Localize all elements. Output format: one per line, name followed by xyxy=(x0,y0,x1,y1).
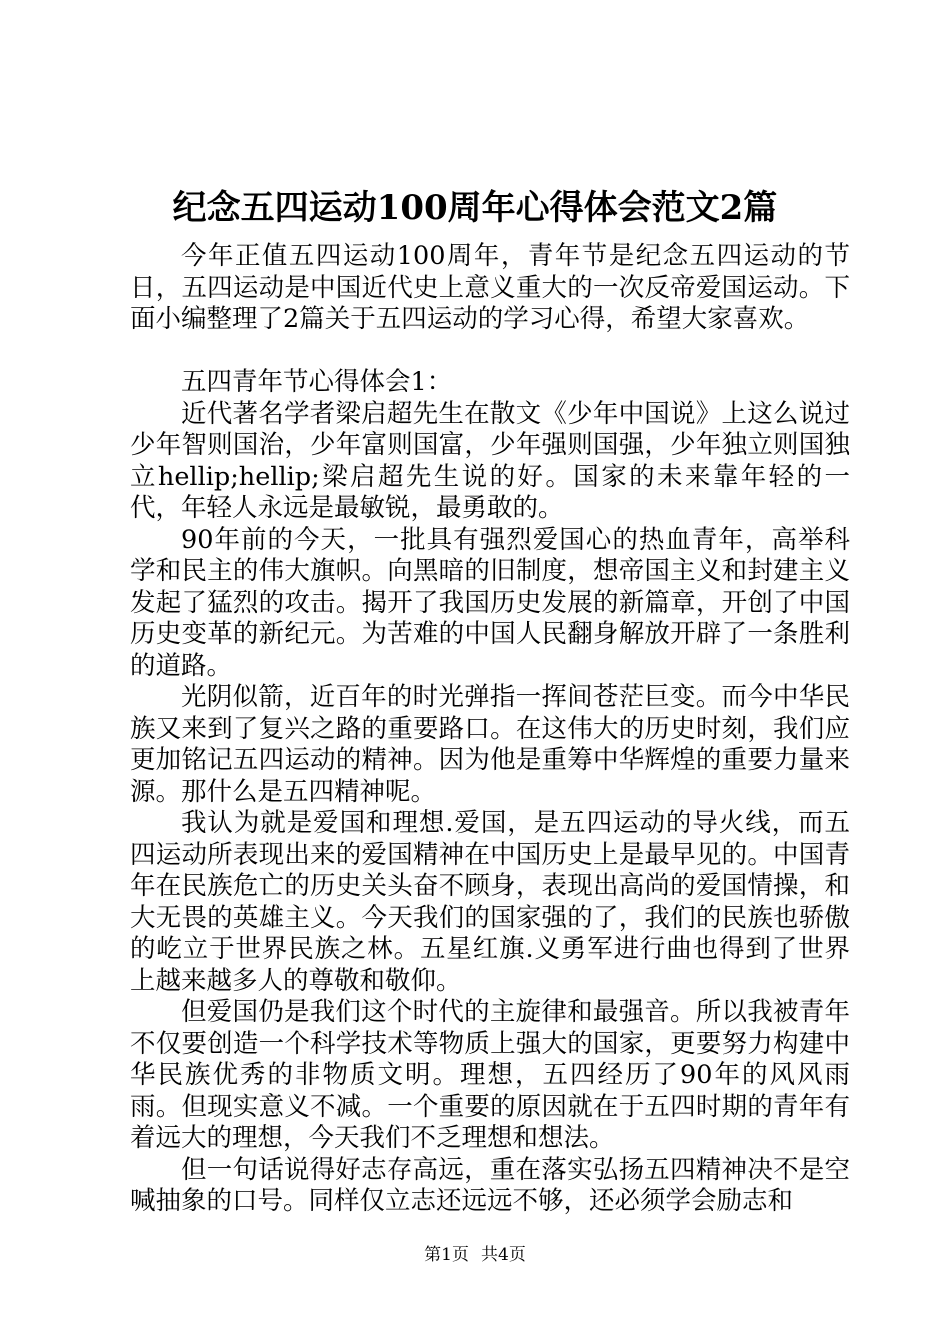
body-paragraph: 光阴似箭，近百年的时光弹指一挥间苍茫巨变。而今中华民族又来到了复兴之路的重要路口。在这伟大的历史时刻，我们应更加铭记五四运动的精神。因为他是重筹中华辉煌的重要力量来源。那什么是五四精神呢。 xyxy=(130,682,850,807)
section-heading: 五四青年节心得体会1： xyxy=(181,367,453,397)
body-paragraph: 但一句话说得好志存高远，重在落实弘扬五四精神决不是空喊抽象的口号。同样仅立志还远远不够，还必须学会励志和 xyxy=(130,1154,850,1216)
body-paragraph: 但爱国仍是我们这个时代的主旋律和最强音。所以我被青年不仅要创造一个科学技术等物质上强大的国家，更要努力构建中华民族优秀的非物质文明。理想，五四经历了90年的风风雨雨。但现实意义不减。一个重要的原因就在于五四时期的青年有着远大的理想，今天我们不乏理想和想法。 xyxy=(130,997,850,1153)
body-paragraph: 90年前的今天，一批具有强烈爱国心的热血青年，高举科学和民主的伟大旗帜。向黑暗的旧制度，想帝国主义和封建主义发起了猛烈的攻击。揭开了我国历史发展的新篇章，开创了中国历史变革的新纪元。为苦难的中国人民翻身解放开辟了一条胜利的道路。 xyxy=(130,524,850,681)
intro-paragraph: 今年正值五四运动100周年，青年节是纪念五四运动的节日，五四运动是中国近代史上意义重大的一次反帝爱国运动。下面小编整理了2篇关于五四运动的学习心得，希望大家喜欢。 xyxy=(130,241,850,334)
page-total: 共4页 xyxy=(481,1245,526,1265)
page-footer xyxy=(0,1243,950,1267)
document-body xyxy=(130,241,850,1218)
body-paragraph: 我认为就是爱国和理想.爱国，是五四运动的导火线，而五四运动所表现出来的爱国精神在中国历史上是最早见的。中国青年在民族危亡的历史关头奋不顾身，表现出高尚的爱国情操，和大无畏的英雄主义。今天我们的国家强的了，我们的民族也骄傲的屹立于世界民族之林。五星红旗.义勇军进行曲也得到了世界上越来越多人的尊敬和敬仰。 xyxy=(130,808,850,996)
body-paragraph: 近代著名学者梁启超先生在散文《少年中国说》上这么说过少年智则国治，少年富则国富，少年强则国强，少年独立则国独立hellip;hellip;梁启超先生说的好。国家的未来靠年轻的一代，年轻人永远是最敏锐，最勇敢的。 xyxy=(130,398,850,523)
document-title: 纪念五四运动100周年心得体会范文2篇 xyxy=(172,188,778,228)
page-number: 第1页 xyxy=(424,1245,469,1265)
